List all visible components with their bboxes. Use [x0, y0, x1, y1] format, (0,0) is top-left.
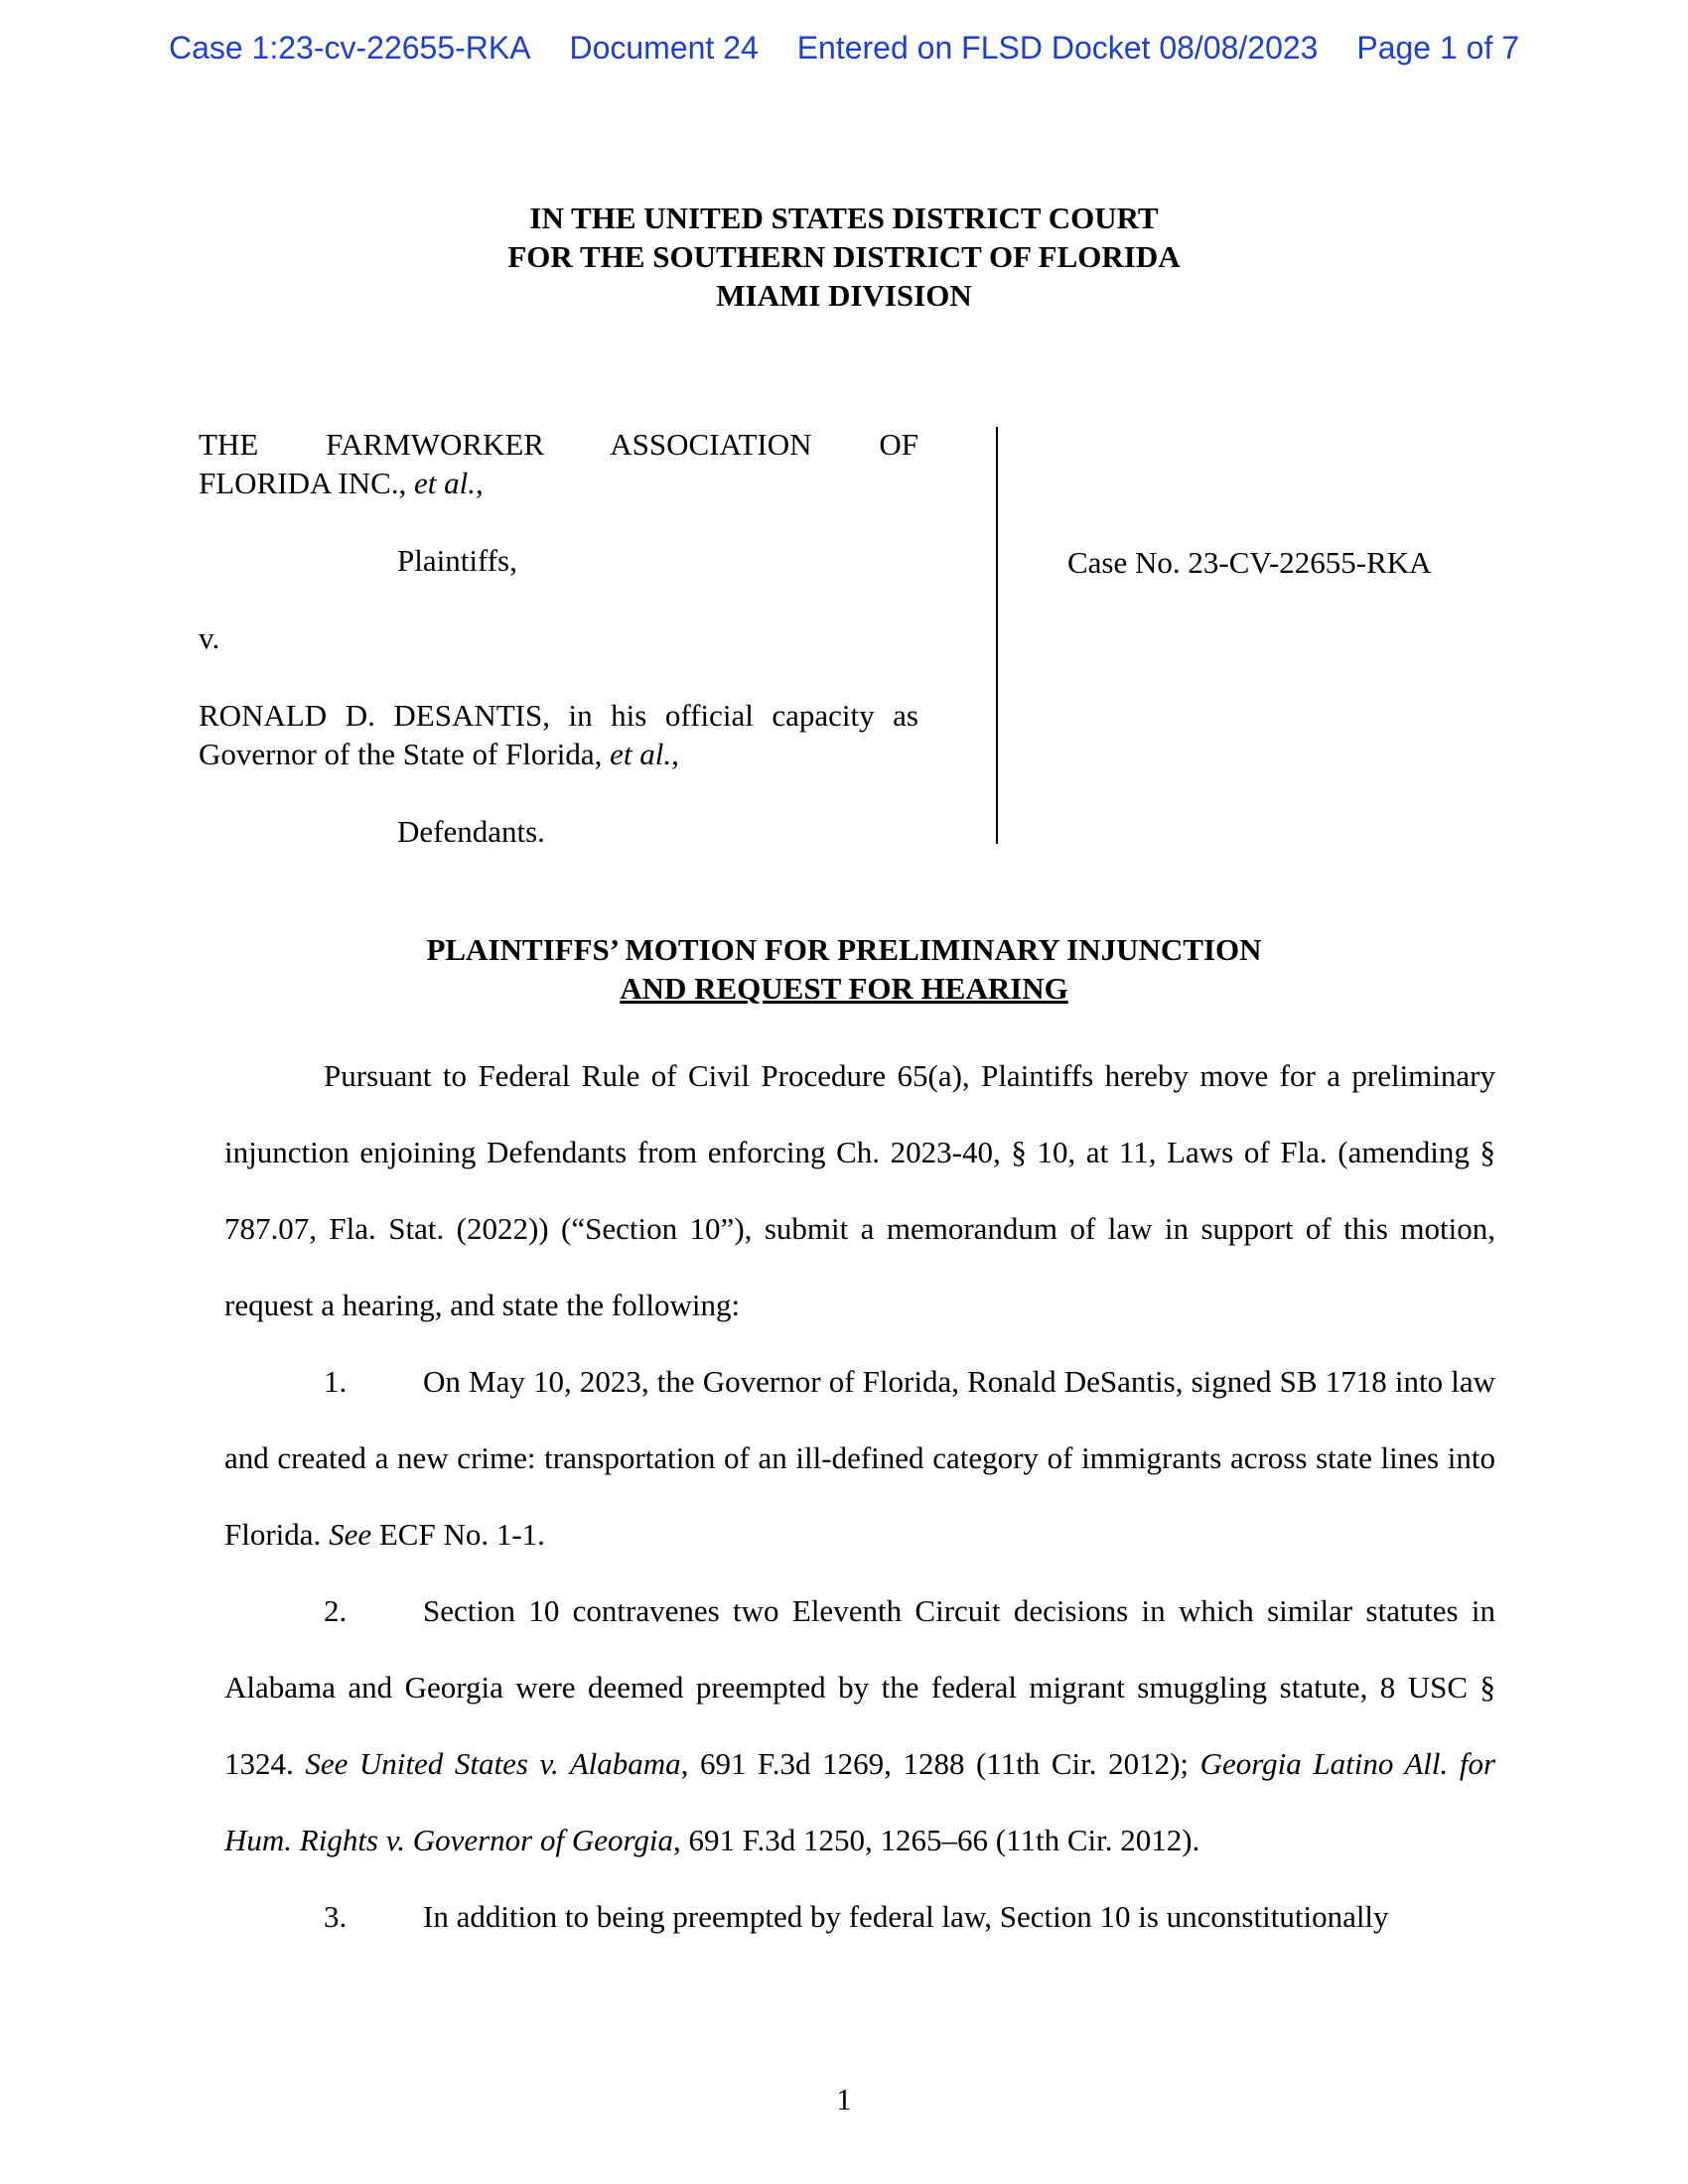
court-heading — [0, 199, 1688, 315]
motion-title-line-2: AND REQUEST FOR HEARING — [620, 971, 1068, 1006]
page-number: 1 — [836, 2082, 852, 2116]
intro-paragraph: Pursuant to Federal Rule of Civil Procedure 65(a), Plaintiffs hereby move for a preliminary injunction enjoining Defendants from enforcing Ch. 2023-40, § 10, at 11, Laws of Fla. (amending § 787.07, Fla. Stat. (2022)) (“Section 10”), submit a memorandum of law in support of this motion, request a hearing, and state the following: — [224, 1058, 1495, 1322]
caption-divider — [996, 427, 998, 844]
stamp-entered: Entered on FLSD Docket 08/08/2023 — [796, 30, 1319, 66]
numbered-paragraph-2: 2. Section 10 contravenes two Eleventh Circuit decisions in which similar statutes in Alabama and Georgia were deemed preempted by the federal migrant smuggling statute, 8 USC § 1324. See United States v. Alabama, 691 F.3d 1269, 1288 (11th Cir. 2012); Georgia Latino All. for Hum. Rights v. Governor of Georgia, 691 F.3d 1250, 1265–66 (11th Cir. 2012). — [224, 1572, 1495, 1878]
court-line-3: MIAMI DIVISION — [716, 278, 972, 313]
paragraph-number: 2. — [324, 1593, 348, 1628]
stamp-case: Case 1:23-cv-22655-RKA — [168, 30, 531, 66]
court-line-1: IN THE UNITED STATES DISTRICT COURT — [529, 201, 1159, 235]
court-line-2: FOR THE SOUTHERN DISTRICT OF FLORIDA — [507, 239, 1181, 274]
motion-body — [224, 1037, 1495, 1955]
numbered-paragraph-3: 3. In addition to being preempted by federal law, Section 10 is unconstitutionally — [224, 1878, 1495, 1955]
motion-title — [0, 930, 1688, 1008]
docket-header-stamp — [0, 30, 1688, 67]
case-number: Case No. 23-CV-22655-RKA — [1067, 545, 1432, 580]
paragraph-number: 3. — [324, 1899, 348, 1934]
plaintiff-name-line-2: FLORIDA INC., et al., — [199, 466, 484, 500]
plaintiff-role: Plaintiffs, — [397, 543, 517, 578]
plaintiff-name-line-1: THE FARMWORKER ASSOCIATION OF — [199, 427, 918, 462]
case-caption-parties — [199, 425, 918, 851]
defendant-role: Defendants. — [397, 814, 545, 849]
stamp-document: Document 24 — [569, 30, 759, 66]
motion-title-line-1: PLAINTIFFS’ MOTION FOR PRELIMINARY INJUNCTION — [426, 932, 1262, 967]
stamp-page: Page 1 of 7 — [1356, 30, 1520, 66]
paragraph-number: 1. — [324, 1364, 348, 1399]
versus: v. — [199, 620, 220, 655]
numbered-paragraph-1: 1. On May 10, 2023, the Governor of Florida, Ronald DeSantis, signed SB 1718 into law and created a new crime: transportation of an ill-defined category of immigrants across state lines into Florida. See ECF No. 1-1. — [224, 1343, 1495, 1572]
defendant-name-line-1: RONALD D. DESANTIS, in his official capacity as — [199, 698, 918, 733]
defendant-name-line-2: Governor of the State of Florida, et al., — [199, 737, 679, 771]
